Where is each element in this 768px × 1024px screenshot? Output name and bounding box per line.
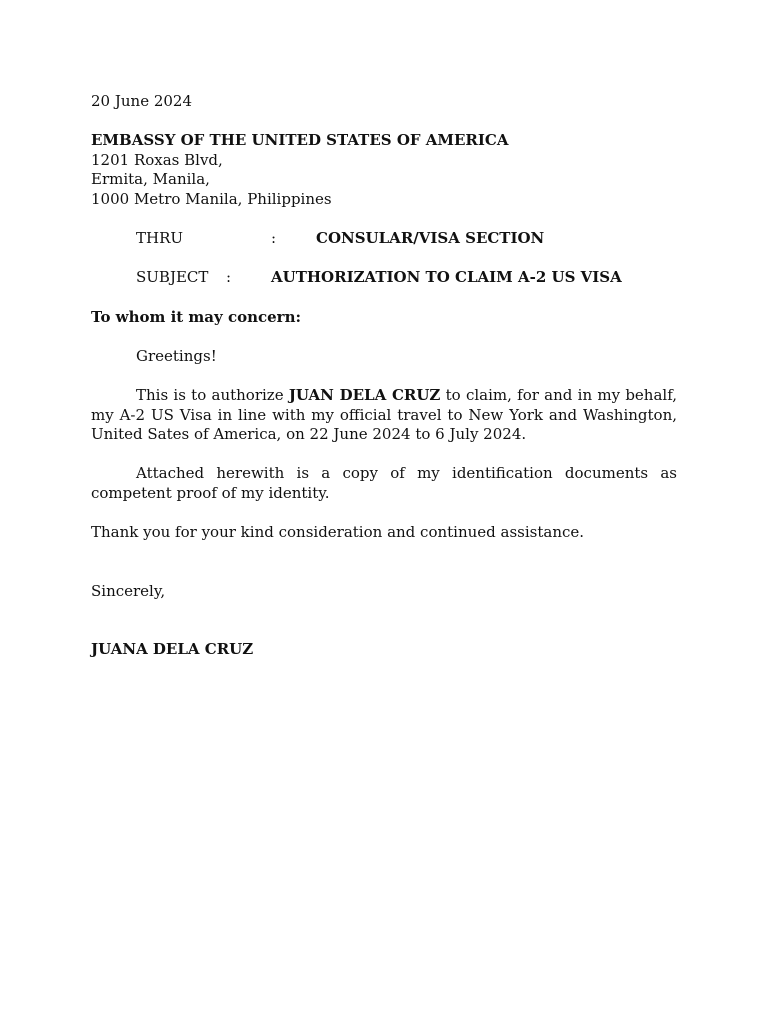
paragraph-authorization [91, 386, 677, 445]
thru-value: CONSULAR/VISA SECTION [316, 229, 545, 248]
subject-colon: : [226, 268, 232, 287]
paragraph1-after: to claim, for and in my behalf, my A-2 US Visa in line with my official travel to New York and Washington, United Sates of America, on 22 June 2024 to 6 July 2024. [91, 385, 677, 444]
recipient-address-line1: 1201 Roxas Blvd, [91, 150, 223, 169]
recipient-address-line2: Ermita, Manila, [91, 170, 210, 189]
recipient-name: EMBASSY OF THE UNITED STATES OF AMERICA [91, 131, 509, 150]
salutation: To whom it may concern: [91, 307, 302, 326]
subject-value: AUTHORIZATION TO CLAIM A-2 US VISA [271, 268, 622, 287]
thru-line [91, 229, 677, 249]
closing: Sincerely, [91, 581, 166, 600]
paragraph-thanks: Thank you for your kind consideration and continued assistance. [91, 523, 585, 542]
authorized-person-name: JUAN DELA CRUZ [288, 385, 441, 404]
greeting: Greetings! [136, 346, 217, 365]
recipient-address-line3: 1000 Metro Manila, Philippines [91, 189, 332, 208]
paragraph1-before: This is to authorize [136, 385, 289, 404]
paragraph-attachments: Attached herewith is a copy of my identification documents as competent proof of my identity. [91, 464, 677, 502]
letter-date: 20 June 2024 [91, 92, 193, 110]
thru-colon: : [271, 229, 277, 248]
subject-label: SUBJECT [136, 268, 209, 287]
subject-line [91, 268, 677, 288]
thru-label: THRU [136, 229, 184, 248]
letter-page [91, 92, 677, 660]
signatory-name: JUANA DELA CRUZ [91, 640, 254, 659]
